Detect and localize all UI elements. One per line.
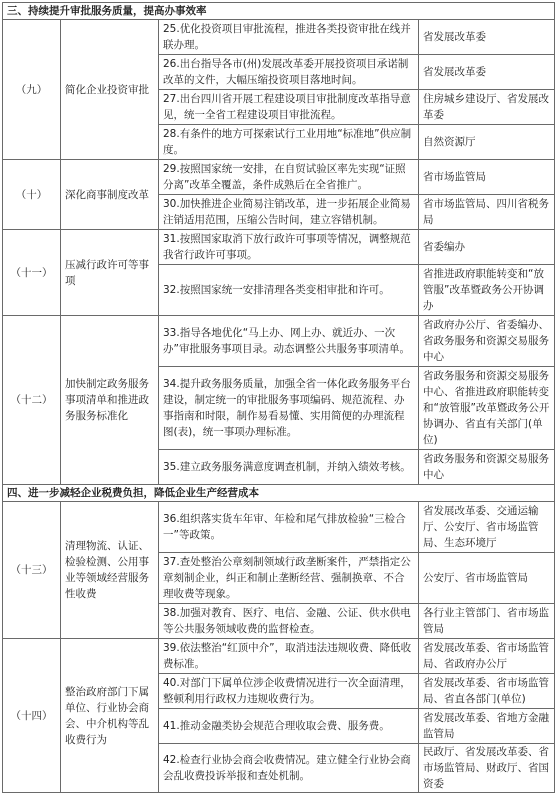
department-cell: 省推进政府职能转变和“放管服”改革暨政务公开协调办: [419, 265, 555, 316]
task-cell: 28.有条件的地方可探索试行工业用地“标准地”供应制度。: [159, 125, 419, 160]
table-row: [3, 230, 555, 265]
task-cell: 38.加强对教育、医疗、电信、金融、公证、供水供电等公共服务领域收费的监督检查。: [159, 604, 419, 639]
department-cell: 省发展改革委: [419, 55, 555, 90]
item-category: 压减行政许可等事项: [61, 230, 159, 316]
task-cell: 37.查处整治公章刻制领域行政垄断案件，严禁指定公章刻制企业，纠正和制止垄断经营、强制换章、不合理收费等现象。: [159, 553, 419, 604]
department-cell: 各行业主管部门、省市场监管局: [419, 604, 555, 639]
department-cell: 自然资源厅: [419, 125, 555, 160]
section-title: 四、进一步减轻企业税费负担，降低企业生产经营成本: [3, 485, 555, 502]
department-cell: 省政府办公厅、省委编办、省政务服务和资源交易服务中心: [419, 316, 555, 367]
item-category: 简化企业投资审批: [61, 20, 159, 160]
item-number: （十）: [3, 160, 61, 230]
department-cell: 省委编办: [419, 230, 555, 265]
task-cell: 40.对部门下属单位涉企收费情况进行一次全面清理，整顿利用行政权力违规收费行为。: [159, 674, 419, 709]
item-number: （十一）: [3, 230, 61, 316]
department-cell: 省发展改革委、省市场监管局、省直各部门(单位): [419, 674, 555, 709]
department-cell: 省政务服务和资源交易服务中心、省推进政府职能转变和“放管服”改革暨政务公开协调办、省直有关部门(单位): [419, 367, 555, 450]
item-number: （九）: [3, 20, 61, 160]
item-category: 整治政府部门下属单位、行业协会商会、中介机构等乱收费行为: [61, 639, 159, 793]
task-cell: 39.依法整治“红顶中介”，取消违法违规收费、降低收费标准。: [159, 639, 419, 674]
department-cell: 省发展改革委、省地方金融监管局: [419, 709, 555, 744]
task-cell: 30.加快推进企业简易注销改革，进一步拓展企业简易注销适用范围，压缩公告时间，建立容错机制。: [159, 195, 419, 230]
department-cell: 省发展改革委: [419, 20, 555, 55]
task-cell: 36.组织落实货车年审、年检和尾气排放检验“三检合一”等政策。: [159, 502, 419, 553]
task-cell: 33.指导各地优化“马上办、网上办、就近办、一次办”审批服务事项目录。动态调整公共服务事项清单。: [159, 316, 419, 367]
task-cell: 34.提升政务服务质量，加强全省一体化政务服务平台建设，制定统一的审批服务事项编码、规范流程、办事指南和时限，制作易看易懂、实用简便的办理流程图(表)，统一事项办理标准。: [159, 367, 419, 450]
item-category: 深化商事制度改革: [61, 160, 159, 230]
department-cell: 公安厅、省市场监管局: [419, 553, 555, 604]
table-row: [3, 502, 555, 553]
department-cell: 省市场监管局、四川省税务局: [419, 195, 555, 230]
policy-document: [2, 2, 554, 793]
department-cell: 省市场监管局: [419, 160, 555, 195]
policy-table: [2, 2, 555, 793]
task-cell: 26.出台指导各市(州)发展改革委开展投资项目承诺制改革的文件，大幅压缩投资项目落地时间。: [159, 55, 419, 90]
table-row: [3, 160, 555, 195]
item-number: （十二）: [3, 316, 61, 485]
department-cell: 省发展改革委、省市场监管局、省政府办公厅: [419, 639, 555, 674]
task-cell: 25.优化投资项目审批流程，推进各类投资审批在线并联办理。: [159, 20, 419, 55]
item-number: （十三）: [3, 502, 61, 639]
table-row: [3, 639, 555, 674]
task-cell: 42.检查行业协会商会收费情况。建立健全行业协会商会乱收费投诉举报和查处机制。: [159, 744, 419, 793]
item-category: 清理物流、认证、检验检测、公用事业等领域经营服务性收费: [61, 502, 159, 639]
task-cell: 41.推动金融类协会规范合理收取会费、服务费。: [159, 709, 419, 744]
task-cell: 35.建立政务服务满意度调查机制，并纳入绩效考核。: [159, 450, 419, 485]
department-cell: 民政厅、省发展改革委、省市场监管局、财政厅、省国资委: [419, 744, 555, 793]
task-cell: 29.按照国家统一安排，在自贸试验区率先实现“证照分离”改革全覆盖，条件成熟后在全省推广。: [159, 160, 419, 195]
section-title: 三、持续提升审批服务质量，提高办事效率: [3, 3, 555, 20]
table-row: [3, 316, 555, 367]
item-category: 加快制定政务服务事项清单和推进政务服务标准化: [61, 316, 159, 485]
task-cell: 31.按照国家取消下放行政许可事项等情况，调整规范我省行政许可事项。: [159, 230, 419, 265]
department-cell: 省发展改革委、交通运输厅、公安厅、省市场监管局、生态环境厅: [419, 502, 555, 553]
section-header-row: [3, 3, 555, 20]
department-cell: 省政务服务和资源交易服务中心: [419, 450, 555, 485]
item-number: （十四）: [3, 639, 61, 793]
task-cell: 27.出台四川省开展工程建设项目审批制度改革指导意见，统一全省工程建设项目审批流程。: [159, 90, 419, 125]
department-cell: 住房城乡建设厅、省发展改革委: [419, 90, 555, 125]
section-header-row: [3, 485, 555, 502]
table-row: [3, 20, 555, 55]
task-cell: 32.按照国家统一安排清理各类变相审批和许可。: [159, 265, 419, 316]
